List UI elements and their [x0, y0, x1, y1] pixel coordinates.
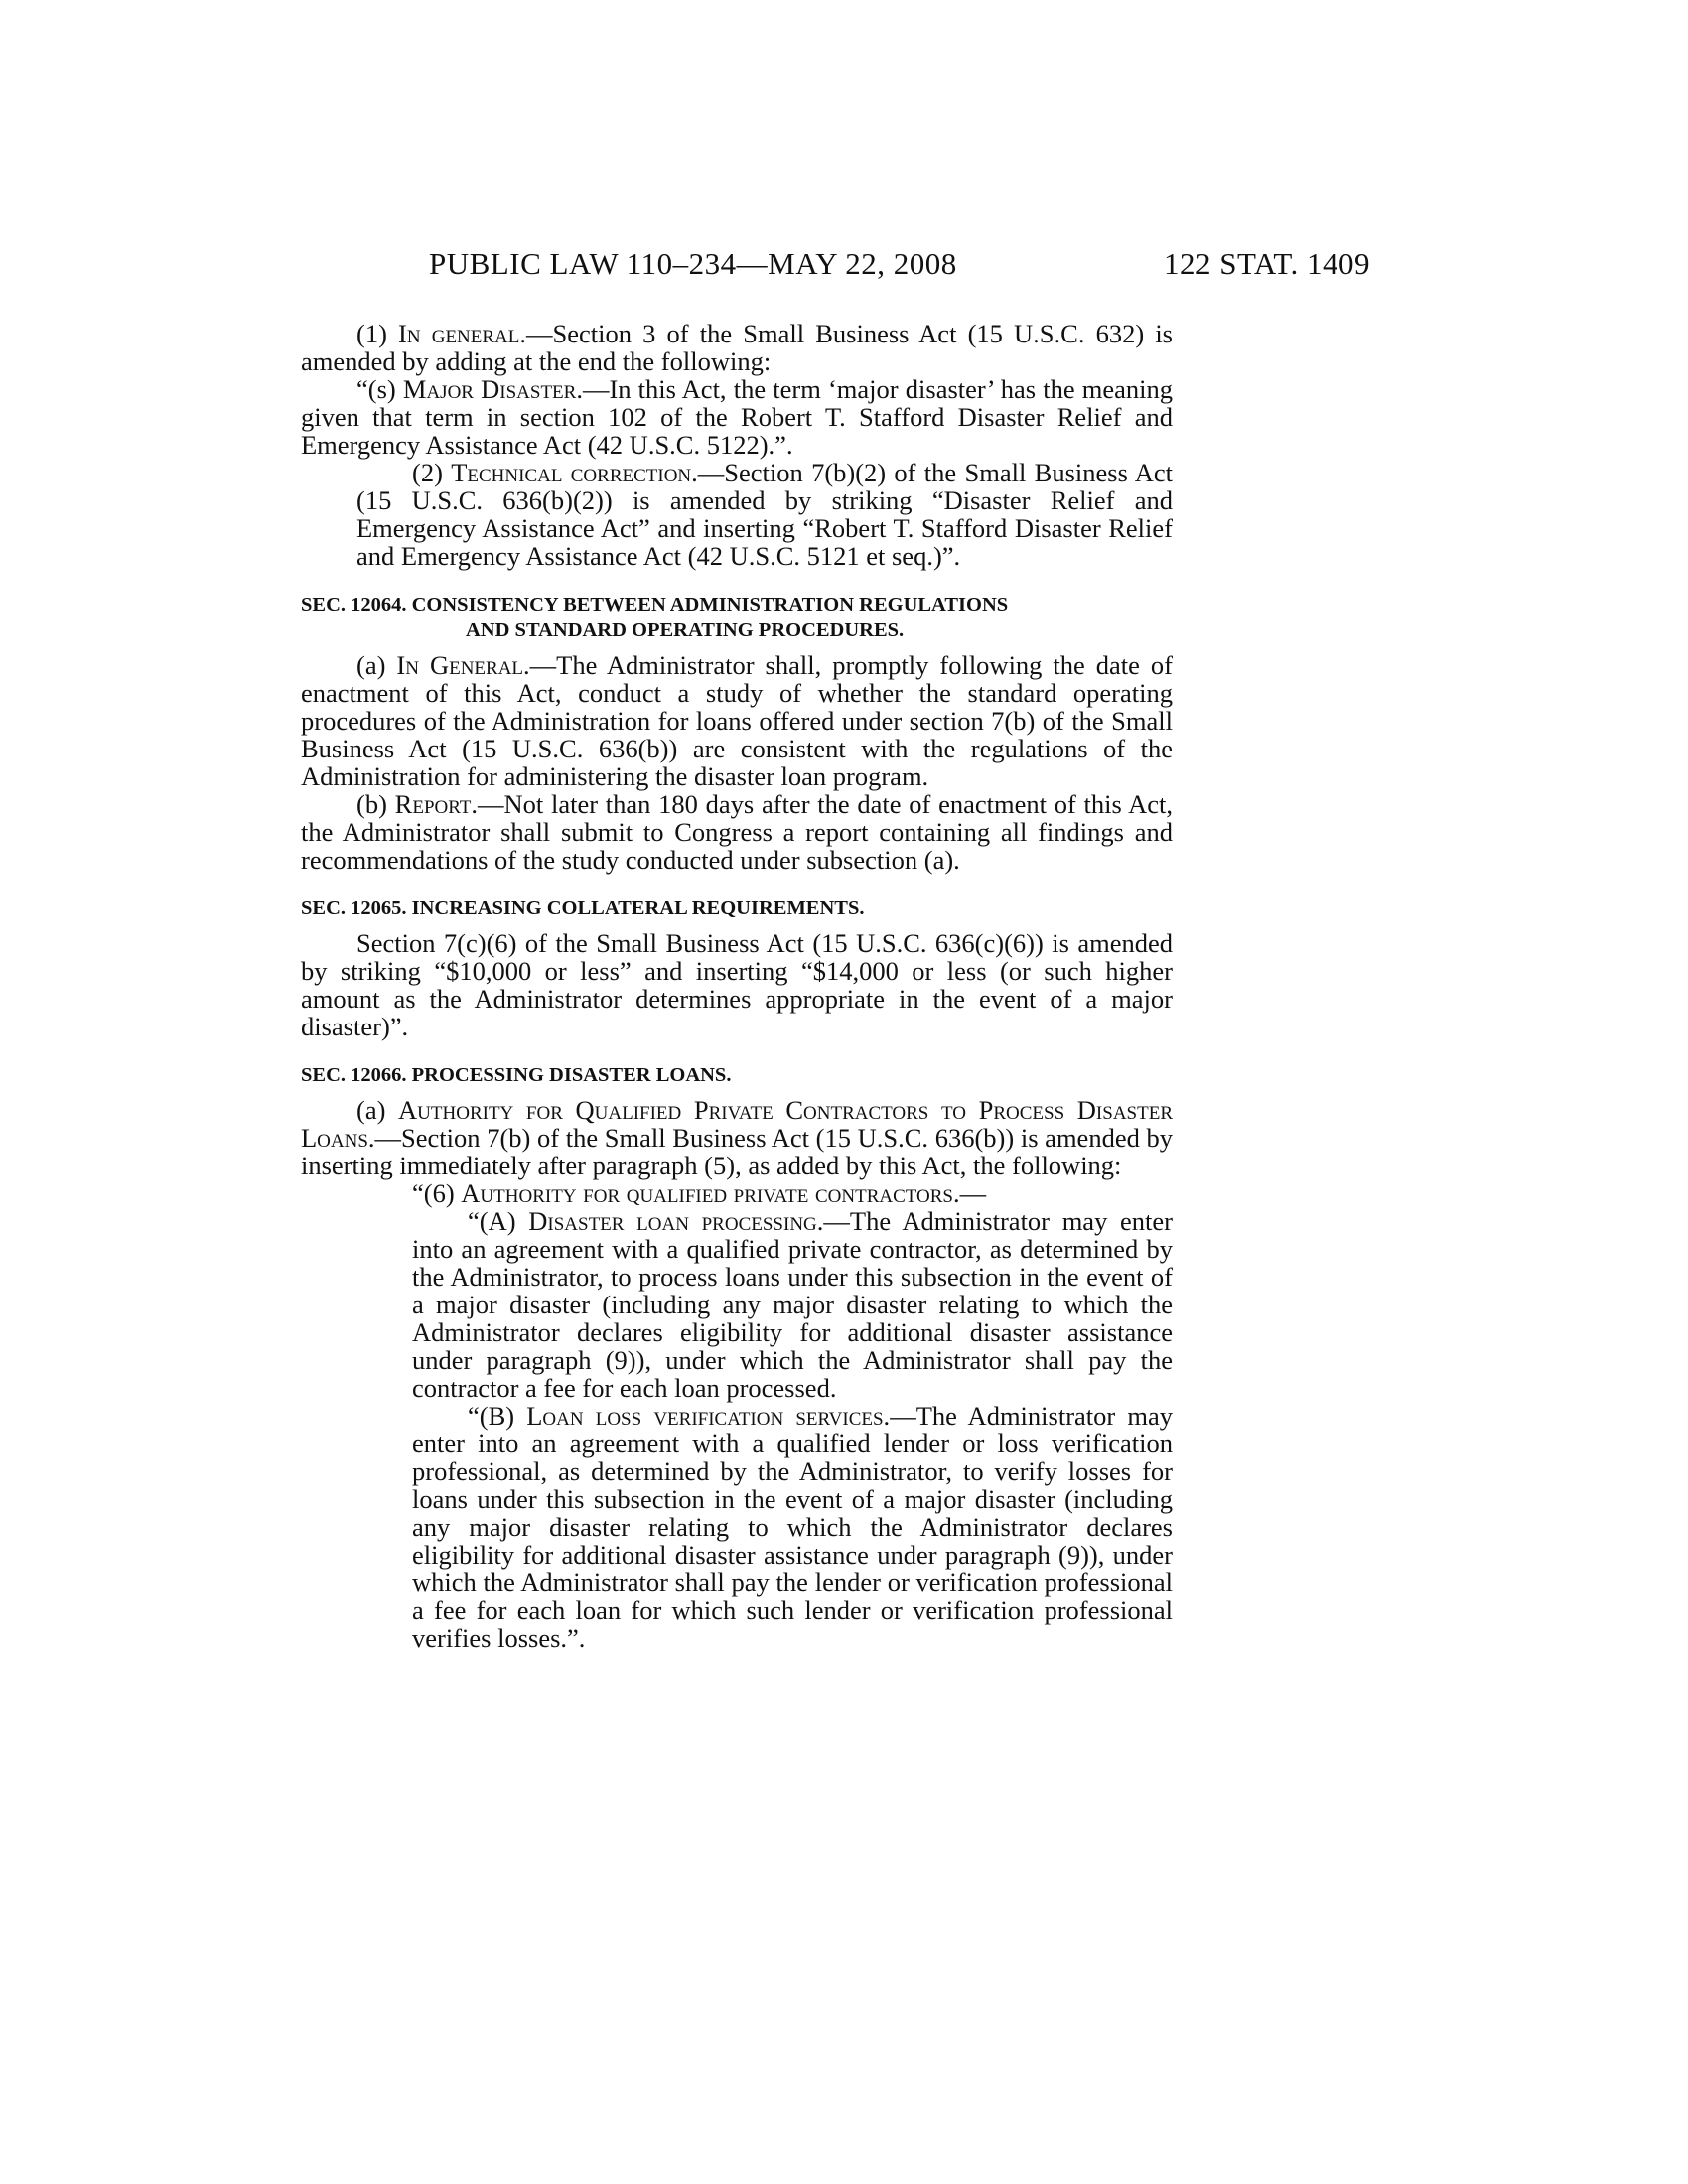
- paragraph-heading: Major Disaster.: [402, 374, 583, 404]
- section-12065-text: Section 7(c)(6) of the Small Business Act (15 U.S.C. 636(c)(6)) is amended by striking “$10,000 or less” and inserting “$14,000 or less (or such higher amount as the Administrator determines appropriate in the event of a major disaster)”.: [301, 928, 1173, 1041]
- section-heading-12064: SEC. 12064. CONSISTENCY BETWEEN ADMINISTRATION REGULATIONS AND STANDARD OPERATING PROCEDURES.: [301, 594, 1009, 641]
- section-heading-12066: SEC. 12066. PROCESSING DISASTER LOANS.: [301, 1064, 732, 1086]
- quoted-subsection-s: “(s) Major Disaster.—In this Act, the term ‘major disaster’ has the meaning given that term in section 102 of the Robert T. Stafford Disaster Relief and Emergency Assistance Act (42 U.S.C. 5122).”.: [301, 374, 1173, 460]
- paragraph-1-in-general: (1) In general.—Section 3 of the Small Business Act (15 U.S.C. 632) is amended by adding at the end the following:: [301, 319, 1173, 376]
- paragraph-heading: Disaster loan processing.: [528, 1206, 824, 1236]
- paragraph-heading: Authority for Qualified Private Contractors to Process Disaster Loans.: [301, 1095, 1173, 1153]
- page-header: [298, 246, 1370, 286]
- paragraph-heading: Technical correction.: [451, 458, 698, 487]
- quoted-paragraph-6: “(6) Authority for qualified private contractors.—: [412, 1178, 987, 1208]
- quoted-subparagraph-b: “(B) Loan loss verification services.—The Administrator may enter into an agreement with a qualified lender or loss verification professional, as determined by the Administrator, to verify losses for loans under this subsection in the event of a major disaster (including any major disaster relating to which the Administrator declares eligibility for additional disaster assistance under paragraph (9)), under which the Administrator shall pay the lender or verification professional a fee for each loan for which such lender or verification professional verifies losses.”.: [412, 1401, 1173, 1653]
- quoted-subparagraph-a: “(A) Disaster loan processing.—The Administrator may enter into an agreement with a qualified private contractor, as determined by the Administrator, to process loans under this subsection in the event of a major disaster (including any major disaster relating to which the Administrator declares eligibility for additional disaster assistance under paragraph (9)), under which the Administrator shall pay the contractor a fee for each loan processed.: [412, 1206, 1173, 1403]
- paragraph-heading: In general.: [398, 319, 527, 348]
- paragraph-heading: Loan loss verification services.: [526, 1401, 891, 1431]
- document-body: [301, 320, 1173, 1652]
- section-heading-12065: SEC. 12065. INCREASING COLLATERAL REQUIREMENTS.: [301, 897, 865, 919]
- section-12066-subsection-a: (a) Authority for Qualified Private Contractors to Process Disaster Loans.—Section 7(b) of the Small Business Act (15 U.S.C. 636(b)) is amended by inserting immediately after paragraph (5), as added by this Act, the following:: [301, 1095, 1173, 1180]
- paragraph-2-technical-correction: (2) Technical correction.—Section 7(b)(2) of the Small Business Act (15 U.S.C. 636(b)(2)) is amended by striking “Disaster Relief and Emergency Assistance Act” and inserting “Robert T. Stafford Disaster Relief and Emergency Assistance Act (42 U.S.C. 5121 et seq.)”.: [356, 458, 1173, 571]
- paragraph-heading: In General.: [396, 650, 530, 680]
- section-12064-subsection-a: (a) In General.—The Administrator shall, promptly following the date of enactment of this Act, conduct a study of whether the standard operating procedures of the Administration for loans offered under section 7(b) of the Small Business Act (15 U.S.C. 636(b)) are consistent with the regulations of the Administration for administering the disaster loan program.: [301, 650, 1173, 791]
- paragraph-heading: Authority for qualified private contractors.: [461, 1178, 960, 1208]
- section-12064-subsection-b: (b) Report.—Not later than 180 days after the date of enactment of this Act, the Administrator shall submit to Congress a report containing all findings and recommendations of the study conducted under subsection (a).: [301, 789, 1173, 875]
- running-head: PUBLIC LAW 110–234—MAY 22, 2008: [429, 246, 957, 281]
- stat-page-number: 122 STAT. 1409: [1163, 246, 1370, 281]
- paragraph-heading: Report.: [394, 789, 478, 819]
